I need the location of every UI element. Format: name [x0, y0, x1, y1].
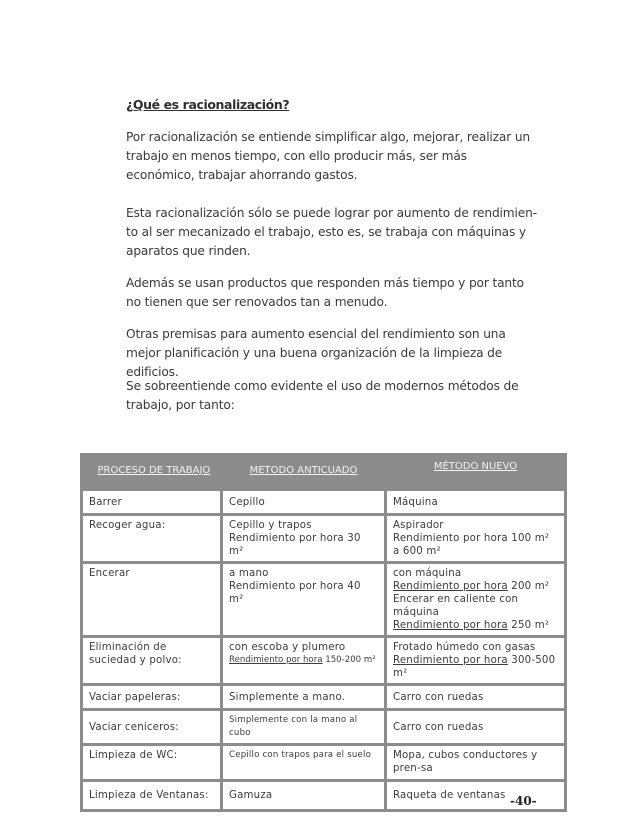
cell-old-method: Simplemente a mano.	[222, 685, 386, 710]
paragraph-mechanization: Esta racionalización sólo se puede lograr por aumento de rendimien-to al ser mecanizado el trabajo, esto es, se trabaja con máquinas y aparatos que rinden.	[126, 206, 537, 258]
paragraph-products: Además se usan productos que responden más tiempo y por tanto no tienen que ser renovados tan a menudo.	[126, 276, 524, 309]
cell-process: Vaciar ceniceros:	[82, 710, 222, 745]
header-new-method: MÉTODO NUEVO	[386, 453, 566, 490]
rate-label: Rendimiento por hora	[393, 655, 508, 666]
cell-new-method: Carro con ruedas	[386, 685, 566, 710]
cell-process: Barrer	[82, 490, 222, 515]
table-row	[82, 745, 566, 781]
cell-line	[393, 619, 558, 632]
table-row	[82, 710, 566, 745]
table-row	[82, 515, 566, 563]
table-row	[82, 637, 566, 685]
cell-line: Encerar en caliente con máquina	[393, 594, 519, 618]
cell-line: Aspirador	[393, 520, 444, 531]
cell-new-method	[386, 563, 566, 637]
paragraph-premises: Otras premisas para aumento esencial del rendimiento son una mejor planificación y una buena organización de la limpieza de edificios.	[126, 327, 506, 379]
cell-process: Vaciar papeleras:	[82, 685, 222, 710]
cell-process: Encerar	[82, 563, 222, 637]
table-row	[82, 781, 566, 811]
cell-line	[229, 654, 378, 667]
table-header-row	[82, 453, 566, 490]
cell-process: Limpieza de Ventanas:	[82, 781, 222, 811]
header-process: PROCESO DE TRABAJO	[82, 453, 222, 490]
cell-line: con escoba y plumero	[229, 642, 346, 653]
table-row	[82, 490, 566, 515]
cell-old-method	[222, 515, 386, 563]
cell-line: Cepillo y trapos	[229, 520, 312, 531]
table-row	[82, 563, 566, 637]
cell-old-method	[222, 637, 386, 685]
cell-new-method: Raqueta de ventanas	[386, 781, 566, 811]
cell-line: con máquina	[393, 568, 462, 579]
rate-value: 250 m²	[507, 620, 550, 631]
cell-line: Rendimiento por hora 40 m²	[229, 581, 361, 605]
paragraph-methods: Se sobreentiende como evidente el uso de modernos métodos de trabajo, por tanto:	[126, 379, 519, 412]
cell-old-method: Cepillo	[222, 490, 386, 515]
cell-old-method	[222, 563, 386, 637]
cell-process: Eliminación de suciedad y polvo:	[82, 637, 222, 685]
cell-new-method	[386, 515, 566, 563]
cell-line: a mano	[229, 568, 269, 579]
cell-new-method: Carro con ruedas	[386, 710, 566, 745]
cell-new-method	[386, 637, 566, 685]
rate-label: Rendimiento por hora	[229, 655, 323, 665]
section-heading: ¿Qué es racionalización?	[126, 97, 290, 112]
cell-line: Frotado húmedo con gasas	[393, 642, 536, 653]
rate-label: Rendimiento por hora	[393, 620, 508, 631]
rate-value: 300-500 m²	[393, 655, 556, 679]
cell-process: Recoger agua:	[82, 515, 222, 563]
cell-process: Limpieza de WC:	[82, 745, 222, 781]
cell-old-method: Cepillo con trapos para el suelo	[222, 745, 386, 781]
rate-value: 200 m²	[507, 581, 550, 592]
cell-new-method: Máquina	[386, 490, 566, 515]
header-old-method: METODO ANTICUADO	[222, 453, 386, 490]
paragraph-definition: Por racionalización se entiende simplificar algo, mejorar, realizar un trabajo en menos tiempo, con ello producir más, ser más económico, trabajar ahorrando gastos.	[126, 130, 530, 182]
cell-old-method: Simplemente con la mano al cubo	[222, 710, 386, 745]
cell-line	[393, 654, 558, 680]
table-row	[82, 685, 566, 710]
rate-label: Rendimiento por hora	[393, 581, 508, 592]
cell-line	[393, 580, 558, 593]
cell-old-method: Gamuza	[222, 781, 386, 811]
methods-table	[80, 453, 567, 812]
cell-line: Rendimiento por hora 30 m²	[229, 533, 361, 557]
cell-line: Rendimiento por hora 100 m² a 600 m²	[393, 533, 550, 557]
page-number: -40-	[510, 794, 537, 808]
rate-value: 150-200 m²	[322, 655, 376, 665]
cell-new-method: Mopa, cubos conductores y pren-sa	[386, 745, 566, 781]
